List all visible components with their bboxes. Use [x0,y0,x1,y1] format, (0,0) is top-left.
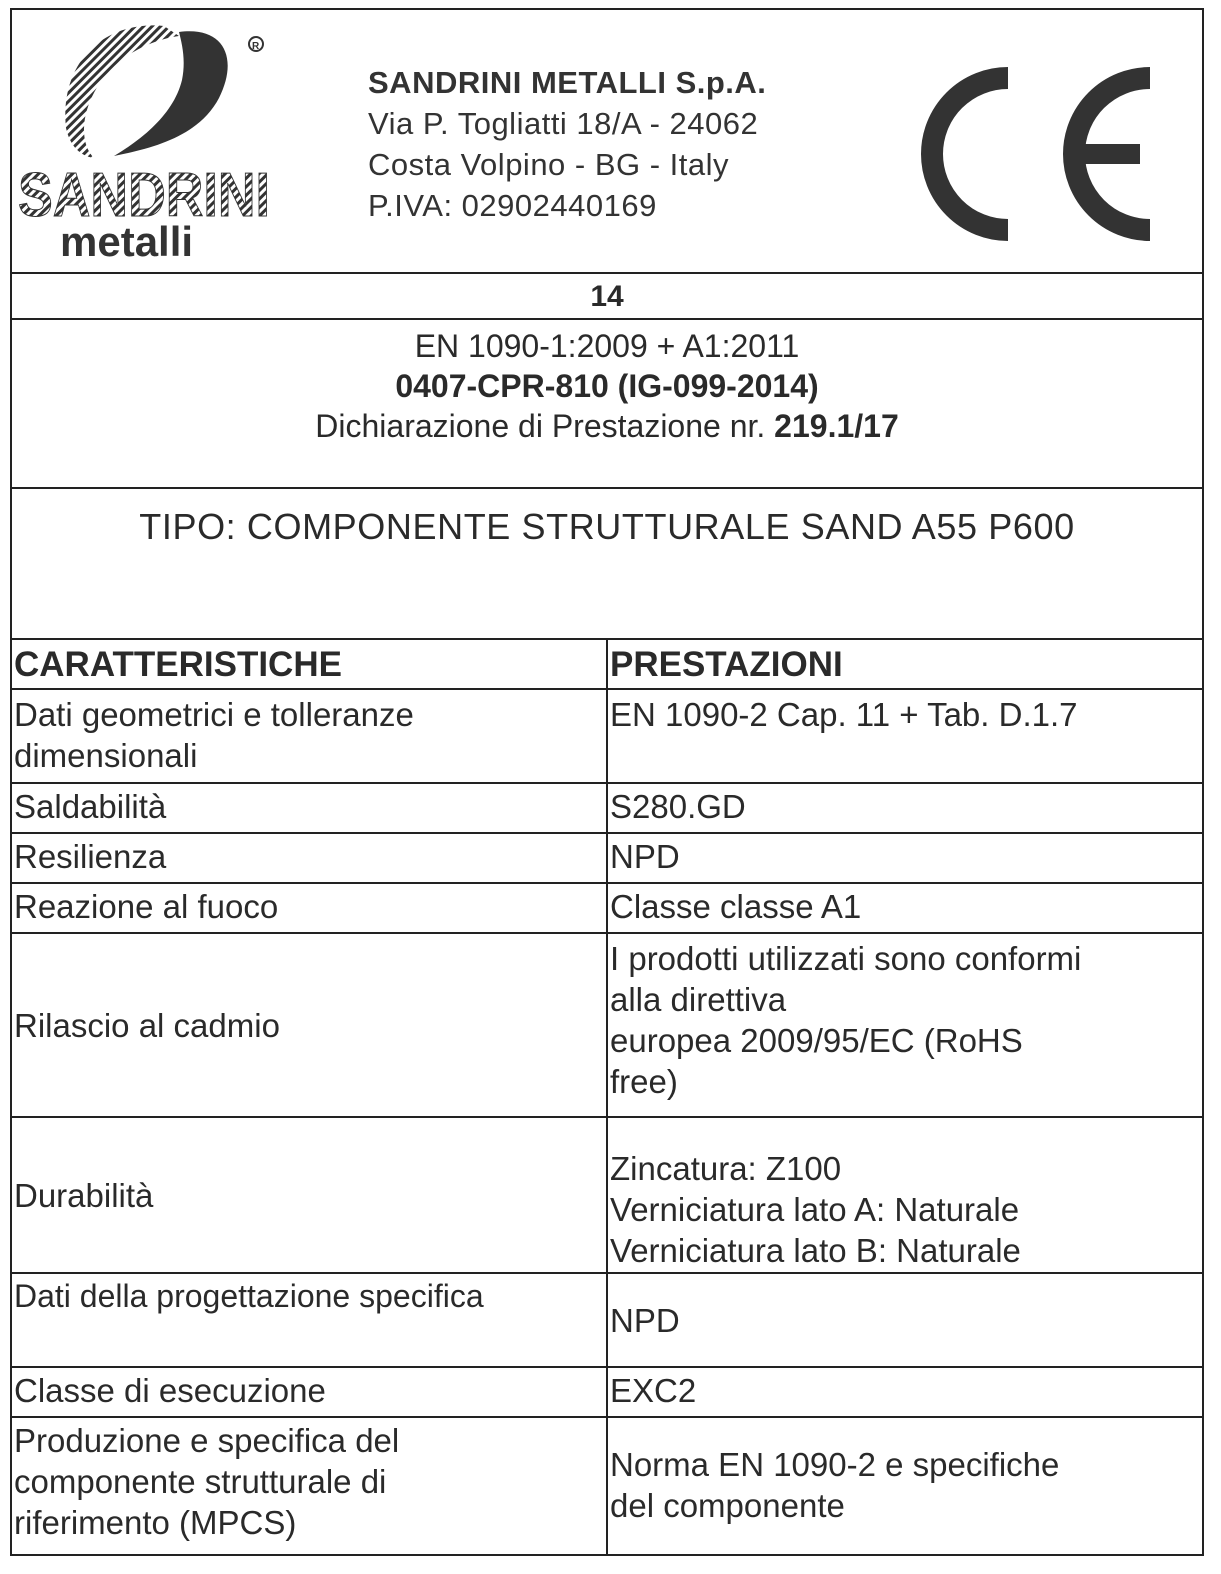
declaration-label: Dichiarazione di Prestazione nr. [315,408,766,444]
product-type: TIPO: COMPONENTE STRUTTURALE SAND A55 P600 [139,506,1075,547]
cell-text: NPD [610,1301,680,1339]
table-cell-performance: Classe classe A1 [610,888,862,925]
table-cell-characteristic [14,936,604,1114]
cell-text: Verniciatura lato A: Naturale [610,1191,1020,1228]
column-header-characteristics: CARATTERISTICHE [14,645,342,684]
table-cell-characteristic: Classe di esecuzione [14,1372,326,1409]
divider [10,272,1204,274]
svg-text:SANDRINI: SANDRINI [18,161,270,230]
cell-text: Verniciatura lato B: Naturale [610,1232,1021,1269]
column-header-performance: PRESTAZIONI [610,645,843,684]
declaration-number: 219.1/17 [774,408,899,444]
svg-text:metalli: metalli [60,218,194,265]
cell-text: Zincatura: Z100 [610,1150,842,1187]
table-cell-performance [610,1148,1198,1271]
cell-text: dimensionali [14,737,198,774]
cell-text: riferimento (MPCS) [14,1504,297,1541]
table-cell-characteristic: Reazione al fuoco [14,888,279,925]
cell-text: free) [610,1063,678,1100]
declaration [10,406,1204,446]
table-cell-characteristic [14,694,604,776]
address-line: Costa Volpino - BG - Italy [368,147,730,182]
cell-text: componente strutturale di [14,1463,387,1500]
table-cell-performance [610,1276,1198,1364]
cell-text: Durabilità [14,1176,154,1214]
table-cell-characteristic [14,1120,604,1270]
cell-text: del componente [610,1487,845,1524]
company-block [368,62,766,226]
certificate-code: 0407-CPR-810 (IG-099-2014) [395,368,819,404]
table-cell-performance: NPD [610,838,680,875]
cell-text: Dati geometrici e tolleranze [14,696,414,733]
cell-text: europea 2009/95/EC (RoHS [610,1022,1023,1059]
company-name: SANDRINI METALLI S.p.A. [368,65,767,100]
svg-text:R: R [252,41,260,52]
column-divider [606,638,608,1556]
table-cell-performance [610,938,1198,1102]
divider [10,487,1204,489]
standard: EN 1090-1:2009 + A1:2011 [414,328,800,364]
table-cell-performance: S280.GD [610,788,746,825]
cell-text: Rilascio al cadmio [14,1006,280,1044]
cell-text: Produzione e specifica del [14,1422,400,1459]
table-cell-characteristic [14,1420,604,1543]
year-number: 14 [590,280,624,313]
table-cell-characteristic: Resilienza [14,838,167,875]
table-cell-characteristic: Saldabilità [14,788,167,825]
table-cell-performance [610,1444,1198,1526]
cell-text: I prodotti utilizzati sono conformi [610,940,1082,977]
vat-number: P.IVA: 02902440169 [368,188,657,223]
address-line: Via P. Togliatti 18/A - 24062 [368,106,759,141]
sandrini-logo [14,18,274,266]
cell-text: alla direttiva [610,981,787,1018]
divider [10,318,1204,320]
table-cell-performance: EXC2 [610,1372,697,1409]
table-cell-characteristic: Dati della progettazione specifica [14,1278,484,1314]
certification-block [10,326,1204,446]
ce-mark [918,68,1158,240]
table-cell-performance: EN 1090-2 Cap. 11 + Tab. D.1.7 [610,696,1078,733]
cell-text: Norma EN 1090-2 e specifiche [610,1446,1060,1483]
